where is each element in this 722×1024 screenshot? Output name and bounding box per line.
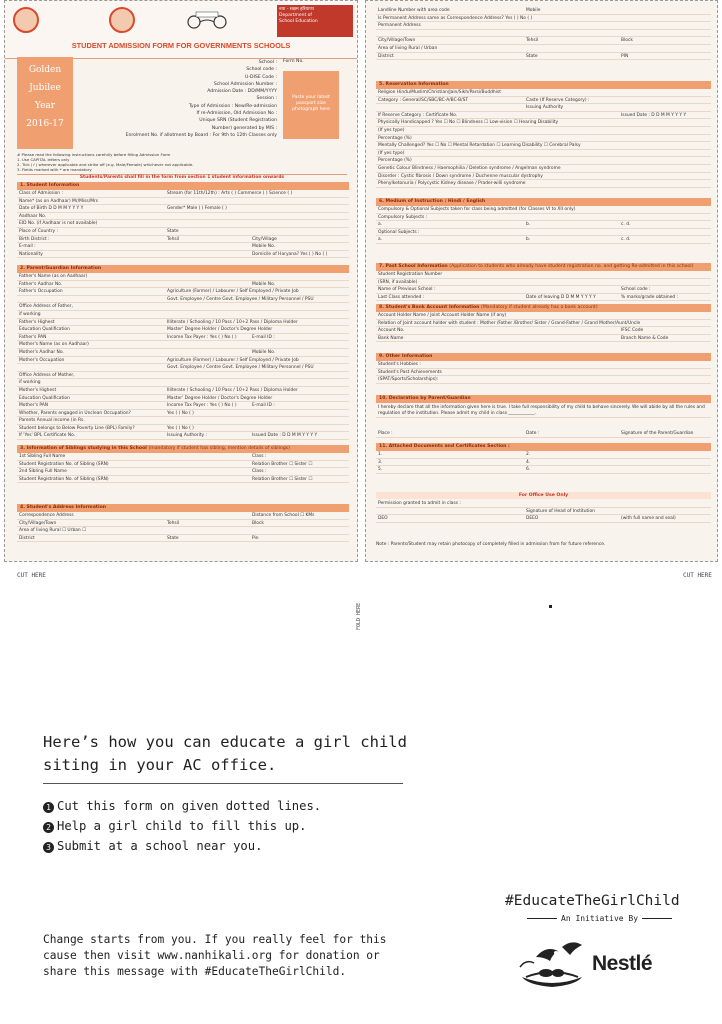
form-field-label: 4. bbox=[526, 459, 531, 465]
form-row bbox=[17, 535, 349, 543]
form-row bbox=[17, 425, 349, 433]
form-field-label: IFSC Code bbox=[621, 328, 644, 334]
form-field-label: Block bbox=[252, 520, 264, 526]
form-row bbox=[17, 387, 349, 395]
form-row bbox=[376, 112, 711, 120]
form-field-label: PIN bbox=[621, 53, 629, 59]
form-field-label: 3. bbox=[378, 459, 383, 465]
form-row bbox=[17, 349, 349, 357]
form-field-label: State bbox=[167, 228, 179, 234]
form-field-label: Relation of Joint account holder with student : Mother /Father /Brother/ Sister / Grand-Father / Grand Mother/Aunt/Uncle bbox=[378, 320, 641, 326]
form-field-label: Category : General/SC/SBC/BC-A/BC-B/ST bbox=[378, 97, 469, 103]
form-field-label: Govt. Employee / Centre Govt. Employee / Military Personnel / PSU bbox=[167, 365, 314, 371]
form-field-label: Class : bbox=[252, 454, 267, 459]
form-field-label: Parents Annual income (in Rs. bbox=[19, 418, 85, 424]
form-field-label: Permanent Address bbox=[378, 23, 421, 29]
form-field-label: Correspondence Address bbox=[19, 513, 74, 518]
past-school-rows bbox=[376, 271, 711, 301]
retain-note: Note : Parents/Student may retain photocopy of completely filled in admission from for future reference. bbox=[376, 542, 606, 547]
form-field-label: b. bbox=[526, 222, 531, 228]
section-reservation: 5. Reservation Information bbox=[376, 81, 711, 89]
form-field-label: Aadhaar No. bbox=[19, 213, 47, 219]
section-past-school: 7. Past School Information (Application to students who already have student registration no. and getting Re-admitted in this school) bbox=[376, 263, 711, 271]
form-row bbox=[376, 466, 711, 474]
form-row bbox=[376, 376, 711, 384]
form-row bbox=[17, 236, 349, 244]
form-row bbox=[17, 251, 349, 259]
form-field-label: Stream (for 11th/12th) : Arts ( ) Commerce ( ) Science ( ) bbox=[167, 191, 293, 196]
form-row bbox=[17, 379, 349, 387]
form-field-label: (SPAT/Sports/Scholarships): bbox=[378, 377, 439, 383]
form-row bbox=[17, 453, 349, 461]
form-row bbox=[376, 104, 711, 112]
form-row bbox=[376, 312, 711, 320]
bank-account-rows bbox=[376, 312, 711, 342]
form-header bbox=[5, 1, 357, 59]
form-field-label: Yes ( ) No ( ) bbox=[167, 410, 194, 416]
form-field-label: Student's Past Achievements bbox=[378, 369, 442, 375]
form-field-label: Genetic Colour Blindness / Haemophilia / Deletion syndrome / Angelman syndrome bbox=[378, 165, 561, 171]
attached-docs-rows bbox=[376, 451, 711, 474]
form-field-label: Mobile No. bbox=[252, 281, 276, 287]
form-field-label: Master' Degree Holder / Doctor's Degree Holder bbox=[167, 327, 273, 333]
admission-form-left-page bbox=[4, 0, 358, 562]
form-field-label: (If yes type) bbox=[378, 150, 405, 156]
form-field-label: City/Village/Town bbox=[19, 520, 57, 526]
form-field-label: District bbox=[19, 535, 35, 541]
form-field-label: Student belongs to Below Poverty Line (BPL) Family? bbox=[19, 425, 135, 431]
step-item: 2 Help a girl child to fill this up. bbox=[43, 816, 321, 836]
form-field-label: Account No. bbox=[378, 328, 405, 334]
initiative-label: An Initiative By bbox=[523, 914, 676, 923]
form-field-label: Mentally Challenged? Yes ☐ No ☐ Mental Retardation ☐ Learning Disability ☐ Cerebral Palsy bbox=[378, 143, 581, 149]
form-field-label: Branch Name & Code bbox=[621, 335, 669, 341]
cut-here-right: CUT HERE bbox=[683, 572, 712, 579]
form-row bbox=[17, 372, 349, 380]
form-row bbox=[376, 221, 711, 229]
form-field-label: Agriculture (Farmer) / Labourer / Self Employed / Private Job bbox=[167, 357, 299, 363]
step-number-icon: 2 bbox=[43, 822, 54, 833]
form-row bbox=[376, 369, 711, 377]
section-attached-docs: 11. Attached Documents and Certificates Section : bbox=[376, 443, 711, 451]
form-field-label: DEO bbox=[378, 516, 388, 522]
form-row bbox=[376, 279, 711, 287]
instructions: # Please read the following instructions carefully before filling Admission Form 1. Use CAPITAL letters only 2. Tick (✓) wherever applicable and strike off (e.g. Male/Female) whichever not applicable. 3. Fields marked with * are mandatory bbox=[17, 152, 194, 172]
nestle-nest-logo-icon bbox=[516, 937, 588, 989]
form-field-label: Percentage (%) bbox=[378, 135, 412, 141]
form-field-label: Distance from School ☐ KMs bbox=[252, 513, 315, 518]
form-field-label: Mother's Name (as on Aadhaar) bbox=[19, 342, 89, 348]
declaration-block bbox=[376, 404, 711, 418]
siblings-rows bbox=[17, 453, 349, 483]
form-row bbox=[17, 527, 349, 535]
form-row bbox=[17, 468, 349, 476]
campaign-hashtag: #EducateTheGirlChild bbox=[505, 893, 680, 909]
form-row bbox=[17, 273, 349, 281]
form-field-label: Domicile of Haryana? Yes ( ) No ( ) bbox=[252, 251, 328, 257]
form-row bbox=[17, 417, 349, 425]
photo-box: Paste your latest passport size photograph here bbox=[283, 71, 339, 139]
form-field-label: Landline Number with area code bbox=[378, 8, 450, 13]
office-use-rows bbox=[376, 500, 711, 523]
form-field-label: Optional Subjects : bbox=[378, 229, 420, 235]
form-row bbox=[17, 357, 349, 365]
form-field-label: Father's Occupation bbox=[19, 289, 63, 295]
form-field-label: State bbox=[167, 535, 179, 541]
declaration-signature-row: Place : Date : Signature of the Parent/Guardian bbox=[376, 430, 711, 438]
form-row bbox=[17, 311, 349, 319]
form-field-label: Compulsory Subjects : bbox=[378, 214, 428, 220]
form-row bbox=[376, 157, 711, 165]
form-field-label: Place of Country : bbox=[19, 228, 59, 234]
form-field-label: District bbox=[378, 53, 394, 59]
form-field-label: Issued Date : D D M M Y Y Y Y bbox=[252, 433, 318, 439]
form-row bbox=[376, 508, 711, 516]
form-field-label: Govt. Employee / Centre Govt. Employee / Military Personnel / PSU bbox=[167, 296, 314, 302]
form-field-label: Date of leaving D D M M Y Y Y Y bbox=[526, 294, 596, 300]
form-row bbox=[17, 213, 349, 221]
form-field-label: Income Tax Payer : Yes ( ) No ( ) bbox=[167, 403, 237, 409]
address-rows bbox=[17, 512, 349, 542]
form-row bbox=[376, 500, 711, 508]
school-info-fields: School : School code : U-DISE Code : School Admission Number : Admission Date : DD/MM/YYYY Session : Type of Admission : New/Re-admission If re-Admission, Old Admission No : Unique SRN (Student Registration Number) generated by MIS : Enrolment No. if allotment by Board : For 9th to 12th Classes only bbox=[125, 60, 277, 138]
form-field-label: EID No. (if Aadhaar is not available) bbox=[19, 221, 98, 227]
form-field-label: Mother's Occupation bbox=[19, 357, 65, 363]
form-field-label: a. bbox=[378, 237, 383, 243]
form-field-label: 6. bbox=[526, 467, 531, 473]
form-field-label: City/Village/Town bbox=[378, 38, 416, 44]
form-row bbox=[17, 281, 349, 289]
form-field-label: Is Permanent Address same as Correspondence Address? Yes ( ) No ( ) bbox=[378, 15, 533, 21]
form-row bbox=[376, 15, 711, 23]
form-field-label: Issued Date : D D M M Y Y Y Y bbox=[621, 112, 687, 118]
form-row bbox=[376, 236, 711, 244]
form-field-label: Issuing Authority bbox=[526, 105, 564, 111]
nestle-brand: Nestlé bbox=[592, 952, 653, 975]
form-field-label: If Reserve Category : Certificate No. bbox=[378, 112, 458, 118]
form-field-label: Mobile No. bbox=[252, 244, 276, 250]
form-row bbox=[376, 214, 711, 222]
form-field-label: E-mail ID : bbox=[252, 334, 275, 340]
form-row bbox=[376, 229, 711, 237]
form-row bbox=[376, 361, 711, 369]
section-parent-info: 2. Parent/Guardian Information bbox=[17, 265, 349, 273]
form-row bbox=[17, 198, 349, 206]
form-field-label: E-mail ID : bbox=[252, 403, 275, 409]
form-field-label: Father's Name (as on Aadhaar) bbox=[19, 274, 88, 279]
swachh-bharat-logo-icon bbox=[180, 11, 240, 29]
form-row bbox=[376, 7, 711, 15]
form-field-label: Permission granted to admit in class : bbox=[378, 501, 461, 506]
form-row bbox=[376, 22, 711, 30]
form-row bbox=[376, 173, 711, 181]
form-field-label: Tehsil bbox=[526, 38, 539, 44]
form-field-label: Date of Birth D D M M Y Y Y Y bbox=[19, 206, 84, 212]
form-field-label: Father's PAN bbox=[19, 334, 47, 340]
form-row bbox=[376, 515, 711, 523]
form-field-label: E-mail : bbox=[19, 244, 36, 250]
form-row bbox=[376, 459, 711, 467]
form-field-label: 2. bbox=[526, 452, 531, 457]
form-field-label: Education Qualification bbox=[19, 327, 70, 333]
form-field-label: Student Registration Number bbox=[378, 272, 443, 277]
form-field-label: c. d. bbox=[621, 222, 631, 228]
form-row bbox=[376, 451, 711, 459]
form-field-label: Master' Degree Holder / Doctor's Degree Holder bbox=[167, 395, 273, 401]
form-field-label: Illiterate / Schooling / 10 Pass / 10+2 Pass / Diploma Holder bbox=[167, 387, 298, 393]
form-row bbox=[376, 327, 711, 335]
section-other-info: 9. Other Information bbox=[376, 353, 711, 361]
form-row bbox=[376, 165, 711, 173]
form-field-label: DEEO bbox=[526, 516, 539, 522]
form-row bbox=[17, 296, 349, 304]
form-field-label: Mobile No. bbox=[252, 349, 276, 355]
form-row bbox=[17, 364, 349, 372]
form-row bbox=[17, 243, 349, 251]
form-field-label: a. bbox=[378, 222, 383, 228]
form-row bbox=[17, 476, 349, 484]
form-row bbox=[17, 220, 349, 228]
admission-form-right-page bbox=[365, 0, 718, 562]
form-field-label: Area of living Rural ☐ Urban ☐ bbox=[19, 528, 87, 534]
form-field-label: Agriculture (Farmer) / Labourer / Self Employed / Private Job bbox=[167, 289, 299, 295]
form-field-label: Student's Hobbies : bbox=[378, 362, 421, 367]
form-row bbox=[17, 288, 349, 296]
donation-message: Change starts from you. If you really feel for this cause then visit www.nanhikali.org for donation or share this message with #EducateTheGirlChild. bbox=[43, 933, 387, 978]
form-row bbox=[17, 205, 349, 213]
form-row bbox=[376, 320, 711, 328]
form-field-label: Student Registration No. of Sibling (SRN) bbox=[19, 461, 109, 467]
form-no-label: Form No. bbox=[283, 59, 304, 64]
form-row bbox=[376, 150, 711, 158]
form-row bbox=[376, 180, 711, 188]
form-field-label: Mother's Aadhar No. bbox=[19, 349, 64, 355]
form-field-label: 2nd Sibling Full Name bbox=[19, 469, 67, 475]
form-field-label: Illiterate / Schooling / 10 Pass / 10+2 Pass / Diploma Holder bbox=[167, 319, 298, 325]
form-field-label: (If yes type) bbox=[378, 127, 405, 133]
dot-marker bbox=[549, 605, 552, 608]
office-use-title: For Office Use Only bbox=[376, 492, 711, 499]
form-field-label: if working bbox=[19, 311, 41, 317]
form-field-label: Name of Previous School : bbox=[378, 287, 436, 293]
form-field-label: Caste (If Reserve Category) : bbox=[526, 97, 590, 103]
form-field-label: 1st Sibling Full Name bbox=[19, 454, 66, 459]
haryana-emblem-icon bbox=[109, 7, 135, 33]
form-field-label: Religion Hindu/Muslim/Christian/Jain/Sikh/Parsi/Buddhist bbox=[378, 90, 501, 95]
form-field-label: Father's Aadhar No. bbox=[19, 281, 63, 287]
form-row bbox=[17, 228, 349, 236]
form-field-label: (SRN, if available) bbox=[378, 279, 418, 285]
form-row bbox=[17, 395, 349, 403]
form-field-label: if working bbox=[19, 380, 41, 386]
student-info-rows bbox=[17, 190, 349, 258]
form-row bbox=[376, 135, 711, 143]
form-row bbox=[17, 402, 349, 410]
form-field-label: Tehsil bbox=[167, 236, 180, 242]
form-field-label: c. d. bbox=[621, 237, 631, 243]
subjects-rows bbox=[376, 206, 711, 244]
form-title: STUDENT ADMISSION FORM FOR GOVERNMENTS SCHOOLS bbox=[71, 41, 291, 50]
form-field-label: Physically Handicapped ? Yes ☐ No ☐ Blindness ☐ Low-vision ☐ Hearing Disability bbox=[378, 120, 559, 126]
form-row bbox=[376, 30, 711, 38]
form-field-label: Class : bbox=[252, 469, 267, 475]
form-field-label: Phenylketonuria / Polycystic Kidney disease / Prader-willi syndrome bbox=[378, 181, 526, 187]
step-number-icon: 1 bbox=[43, 802, 54, 813]
form-field-label: Office Address of Mother, bbox=[19, 372, 75, 378]
form-field-label: Gender* Male ( ) Female ( ) bbox=[167, 206, 227, 212]
form-row bbox=[376, 335, 711, 343]
section-address: 4. Student's Address Information bbox=[17, 504, 349, 512]
form-field-label: Office Address of Father, bbox=[19, 304, 73, 310]
campaign-heading: Here’s how you can educate a girl child siting in your AC office. bbox=[43, 733, 407, 774]
fold-here-label: FOLD HERE bbox=[356, 602, 362, 630]
declaration-text: I hereby declare that all the information given here is true. I take full responsibility of my child to behave sincerely. We will abide by all the rules and regulation of the institution. Please admit my child in class ____________. bbox=[376, 404, 711, 418]
form-field-label: Mother's PAN bbox=[19, 403, 49, 409]
form-field-label: 5. bbox=[378, 467, 383, 473]
form-field-label: State bbox=[526, 53, 538, 59]
form-field-label: Mother's Highest bbox=[19, 387, 57, 393]
form-field-label: Signature of Head of Institution bbox=[526, 508, 595, 514]
form-field-label: If 'Yes' BPL Certificate No. bbox=[19, 433, 76, 439]
form-row bbox=[376, 37, 711, 45]
form-row bbox=[376, 206, 711, 214]
form-field-label: 1. bbox=[378, 452, 383, 457]
section-medium: 6. Medium of Instruction : Hindi / English bbox=[376, 198, 711, 206]
form-row bbox=[17, 334, 349, 342]
form-field-label: Pin bbox=[252, 535, 259, 541]
form-row bbox=[17, 190, 349, 198]
form-row bbox=[17, 410, 349, 418]
form-row bbox=[17, 303, 349, 311]
form-field-label: Tehsil bbox=[167, 520, 180, 526]
form-field-label: Whether, Parents engaged in Unclean Occupation? bbox=[19, 410, 131, 416]
form-field-label: Area of living Rural / Urban bbox=[378, 45, 438, 51]
section-siblings: 3. Information of Siblings studying in this School (mandatory if student has sibling, mention details of siblings) bbox=[17, 445, 349, 453]
form-row bbox=[17, 341, 349, 349]
reservation-rows bbox=[376, 89, 711, 188]
form-row bbox=[376, 53, 711, 61]
cut-here-left: CUT HERE bbox=[17, 572, 46, 579]
divider bbox=[43, 783, 403, 784]
form-field-label: Name* (as on Aadhaar) Mr/Miss/Mrs bbox=[19, 198, 99, 204]
form-field-label: Mobile bbox=[526, 8, 541, 13]
form-field-label: % marks/grade obtained : bbox=[621, 294, 679, 300]
section-bank-account: 8. Student's Bank Account Information (Mandatory if student already has a bank account) bbox=[376, 304, 711, 312]
permanent-address-rows bbox=[376, 7, 711, 60]
parent-info-rows bbox=[17, 273, 349, 440]
form-row bbox=[376, 97, 711, 105]
form-row bbox=[17, 520, 349, 528]
form-field-label: Student Registration No. of Sibling (SRN) bbox=[19, 476, 109, 482]
brand-box: नया - सक्षम हरियाणा Department of School Education bbox=[277, 5, 353, 37]
form-field-label: Relation Brother ☐ Sister ☐ bbox=[252, 461, 313, 467]
form-field-label: School code : bbox=[621, 287, 651, 293]
form-row bbox=[17, 461, 349, 469]
left-emblem-icon bbox=[13, 7, 39, 33]
form-row bbox=[376, 89, 711, 97]
form-row bbox=[376, 45, 711, 53]
form-row bbox=[376, 271, 711, 279]
form-field-label: Relation Brother ☐ Sister ☐ bbox=[252, 476, 313, 482]
form-field-label: Income Tax Payer : Yes ( ) No ( ) bbox=[167, 334, 237, 340]
form-field-label: Class of Admission : bbox=[19, 191, 63, 196]
form-field-label: Birth District : bbox=[19, 236, 50, 242]
form-field-label: Bank Name bbox=[378, 335, 404, 341]
step-number-icon: 3 bbox=[43, 842, 54, 853]
golden-jubilee-badge: Golden Jubilee Year 2016-17 bbox=[17, 57, 73, 149]
form-field-label: City/Village bbox=[252, 236, 277, 242]
form-row bbox=[17, 432, 349, 440]
section-student-info: 1. Student Information bbox=[17, 182, 349, 190]
form-row bbox=[17, 512, 349, 520]
form-row bbox=[17, 326, 349, 334]
form-row bbox=[376, 286, 711, 294]
form-row bbox=[376, 142, 711, 150]
form-row bbox=[17, 319, 349, 327]
form-field-label: Last Class attended : bbox=[378, 294, 425, 300]
fill-instruction: Students/Parents shall fill in the form from section 1 student information onwards bbox=[17, 174, 347, 180]
form-field-label: b. bbox=[526, 237, 531, 243]
form-field-label: Disorder : Cystic fibrosis / Down syndrome / Duchenne muscular dystrophy bbox=[378, 173, 543, 179]
form-row bbox=[376, 119, 711, 127]
other-info-rows bbox=[376, 361, 711, 384]
form-field-label: Nationality bbox=[19, 251, 43, 257]
form-field-label: Yes ( ) No ( ) bbox=[167, 425, 194, 431]
form-field-label: Father's Highest bbox=[19, 319, 55, 325]
form-field-label: Account Holder Name / Joint Account Holder Name (if any) bbox=[378, 313, 507, 318]
form-field-label: Block bbox=[621, 38, 633, 44]
form-field-label: Education Qualification bbox=[19, 395, 70, 401]
form-row bbox=[376, 294, 711, 302]
section-declaration: 10. Declaration by Parent/Guardian bbox=[376, 395, 711, 403]
steps-list bbox=[43, 796, 321, 856]
form-field-label: Percentage (%) bbox=[378, 158, 412, 164]
form-field-label: Issuing Authority : bbox=[167, 433, 208, 439]
form-row bbox=[376, 127, 711, 135]
form-field-label: (with full name and seal) bbox=[621, 516, 676, 522]
form-field-label: Compulsory & Optional Subjects taken for class being admitted (for Classes VI to XII only) bbox=[378, 207, 576, 212]
step-item: 1 Cut this form on given dotted lines. bbox=[43, 796, 321, 816]
step-item: 3 Submit at a school near you. bbox=[43, 836, 321, 856]
